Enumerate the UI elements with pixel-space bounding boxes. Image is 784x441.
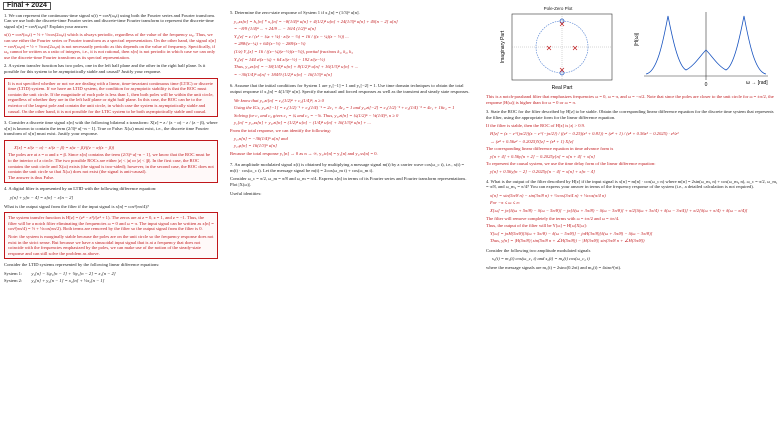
system-2-row (4, 278, 218, 284)
question-1: 1. We can represent the continuous-time signal x(t) = cos²(ω₀t) using both the Fourier series and Fourier transform. Can we use both the discrete-time Fourier series and discrete-time Fourier transform to represent the discrete-time signal x[n] = cos²(ω₀n)? Explain your answer. (4, 12, 216, 29)
eq-line-1: = −8/9 (1/4)ⁿ ... + 24/9 ... − 16/4 (1/2)ⁿ u[n] (234, 26, 316, 32)
system-2-label: System 2: (4, 277, 23, 283)
answer-3-equation: X[z] = z/(z − α) − z/(z − β) = z(α − β)/((z − α)(z − β)) (14, 144, 115, 150)
answer-3-right-eq2: → (z⁴ + 0.56z² − 0.2025)Y[z] = (z⁴ + 1) X[z] (490, 138, 574, 144)
question-2: 2. A system transfer function has two poles, one in the left half plane and the other in the right half plane. Is it possible for this system to be asymptotically stable and causal? Justify your response. (4, 63, 206, 74)
answer-3-right-eq4: y[n] + 0.56y[n − 2] − 0.2025y[n − 4] = x[n] + x[n − 4] (490, 168, 595, 174)
answer-4-right-2: Thus, the output of the filter will be Y[ω] = H[ω]X[ω]: (486, 223, 587, 229)
answer-3-right-2: The corresponding linear difference equation in time advance form is (486, 146, 614, 152)
system-1-equation: y₁[n] − ¾y₁[n − 1] + ⅛y₁[n − 2] = x₁[n − 2] (31, 270, 116, 276)
question-3: 3. Consider a discrete time signal x[n] with the following bilateral z transform: X[z] = z / (z − α) − z / (z − β), where x[n] is known to contain the term (2/3)ⁿ u[−n − 1]. True or False: X(ω) must exist, i.e., the discrete time Fourier transform of x[n] must exist. Justify your response. (4, 120, 218, 137)
result-line-2: = −36(1/4)ⁿ u[n] + 184/9 (1/2)ⁿ u[n] − 16(1/3)ⁿ u[n] (234, 71, 333, 77)
eq-line-2: Y₁[z] = z / (z² − ¾z + ⅛) · z/(z − ⅓) = 16 / ((z − ¼)(z − ½)) ... (234, 33, 349, 39)
eq-line-3: = 288/(z−¼) + 64/(z−½) − 288/(z−⅓) (234, 41, 306, 47)
answer-6-line-3: Solving for c₁ and c₂ gives c₁ = ¾ and c₂ = −⅛. Thus, y₁,zi[n] = ¾(1/2)ⁿ − ⅛(1/4)ⁿ, n ≥ 0 (234, 112, 399, 118)
question-4-prompt: What is the output signal from the filter if the input signal is x[n] = cos²(πn/4)? (4, 203, 149, 209)
answer-3-right-3: To represent the causal system, we use the time delay form of the linear difference equation: (486, 161, 656, 167)
system-1-row (4, 271, 218, 277)
answer-2-box: It is not specified whether or not we are dealing with a linear, time-invariant continuous time (LTIC) or discrete time (LTID) system. If we have an LTID system, the condition for asymptotic stability is that the ROC must contain the unit circle. If the magnitude of each pole is less than 1, then both poles will be within the unit circle, regardless of whether they are in the left half plane or right half plane. In this case, the ROC can be to the exterior of the largest pole and contain the unit circle, in which case the system is asymptotically stable and causal. On the other hand, it is not possible for the LTIC system to be both asymptotically stable and causal. (4, 78, 218, 118)
pole-zero-title: Pole-Zero Plot (543, 6, 573, 11)
eq-line-4: (1/z) Y₁[z] = 16 / ((z−¼)(z−½)(z−⅓)), partial fractions k₁, k₂, k₃ (234, 48, 353, 54)
answer-6-line-1: We know that y₁,zi[n] = c₁(1/2)ⁿ + c₂(1/4)ⁿ, n ≥ 0 (234, 97, 324, 103)
plots-area (484, 0, 782, 92)
right-column (484, 0, 782, 441)
pole-zero-xlabel: Real Part (551, 84, 573, 91)
magnitude-ylabel: |H(ω)| (634, 32, 640, 46)
answer-6-line-7: y₁,φ[n] = 16(1/3)ⁿ u[n] (234, 143, 277, 149)
question-5-right: Consider the following two amplitude modulated signals (486, 247, 591, 253)
answer-4-right-eq3: X[ω] = jπ[δ(ω + 5π/8) − δ(ω − 5π/8)] − jπ[δ(ω + 3π/8) − δ(ω − 3π/8)] + π/2[δ(ω + 3π/4) + δ(ω − 3π/4)] + π/2[δ(ω + π/4) + δ(ω − π/4)] (490, 207, 748, 213)
eq-line-0: y₁,zs[n] = h₁[n] * x₁[n] = −8(1/4)ⁿ u[n] + 4(1/2)ⁿ u[n] + 24(1/3)ⁿ u[n] + 4δ[n − 2] u[n] (234, 18, 398, 24)
eq-line-5: Y₁[z] = 144 z/(z−¼) + 64 z/(z−½) − 192 z/(z−⅓) (234, 56, 325, 62)
magnitude-svg (634, 6, 774, 92)
question-7-prompt: Consider ω_c = π/2, ω_m = π/8 and ω_m = π/4. Express x[n] in terms of its Fourier series and Fourier transform representations. Plot |X(ω)|. (230, 176, 467, 188)
question-7-identities: Useful identities: (230, 190, 262, 196)
notch-answer: This is a notch-passband filter that emphasizes frequencies ω = 0, ω = π, and ω = −π/2. Note that since the poles are closer to the unit circle for ω = ±π/2, the response |H(ω)| is higher than for ω = 0 or ω = π. (486, 94, 774, 105)
answer-6-line-6: y₁,n[n] = −36(1/4)ⁿ u[n] and (234, 135, 288, 141)
magnitude-plot (634, 6, 774, 94)
pole-zero-svg (498, 12, 618, 92)
page-title: Final + 2024 (3, 2, 51, 10)
answer-3-right-eq3: y[n + 4] + 0.56y[n + 2] − 0.2025y[n] = x[n + 4] + x[n] (490, 153, 595, 159)
answer-4-note: Note: the system is marginally stable because the poles are on the unit circle so the frequency response does not exist in the strict sense. But because we have a sinusoidal input signal that is at a frequency that does not coincide with the frequencies emphasized by the poles, we can make use of the notion of the steady-state response and can still solve the problem as above. (8, 234, 214, 256)
question-5-right-eq: s₁(t) = m₁(t) cos(ω_c₁ t) and s₂(t) = m₂(t) cos(ω_c₂ t) (492, 256, 590, 262)
answer-6-line-2: Using the ICs, y₁,zi[−1] = c₁(1/2)⁻¹ + c₂(1/4)⁻¹ = 2c₁ + 4c₂ = 1 and y₁,zi[−2] = c₁(1/2)⁻² + c₂(1/4)⁻² = 4c₁ + 16c₂ = 1 (234, 105, 455, 111)
left-column (2, 0, 220, 441)
magnitude-xtick: 0 (704, 82, 708, 88)
answer-4-right-eq4: Y[ω] = jπH(5π/8)[δ(ω + 5π/8) − δ(ω − 5π/8)] − jπH(3π/8)[δ(ω + 3π/8) − δ(ω − 3π/8)] (490, 230, 653, 236)
magnitude-xlabel: ω → [rad] (746, 80, 768, 86)
question-6: 6. Assume that the initial conditions for System 1 are y₁[−1] = 1 and y₁[−2] = 1. Use time domain techniques to obtain the total output response if x₁[n] = 4(1/3)ⁿ u[n]. Specify the natural and forced responses as well as the transient and steady state responses. (230, 83, 470, 94)
answer-6-line-5: From the total response, we can identify the following: (230, 127, 331, 133)
question-4-equation: y[n] + y[n − 4] = x[n] − x[n − 2] (10, 195, 74, 201)
answer-4-right-1: The filter will remove completely the terms with ω = ±π/2 and ω = ±π/4. (486, 215, 620, 221)
question-4-right: 4. What is the output of the filter described by H[z] if the input signal is x[n] = m[n] · cos(ω_c n) where m[n] = 2sin(ω_m₁ n) + cos(ω_m₂ n), ω_c = π/2, ω_m₁ = π/8, and ω_m₂ = π/4? You can express your answer in terms of the frequency response of the system (i.e., a detailed calculation is not required). (486, 178, 778, 190)
answer-6-line-8: Because the total response y₁[n] → 0 as n → ∞, y₁,tr[n] = y₁[n] and y₁,ss[n] = 0. (230, 150, 378, 156)
question-3-right: 3. State the ROC for the filter described by H[z] to be stable. Obtain the corresponding linear difference equation for the discrete time system that represents the filter, using the appropriate form for the linear difference equation. (486, 109, 774, 120)
answer-3-conclusion: The answer is thus False. (8, 174, 55, 180)
answer-4-text: The system transfer function is H[z] = (z⁴ − z²)/(z⁴ + 1). The zeros are at z = 0, z = 1, and z = −1. Thus, the filter will be a notch filter eliminating the frequencies ω = 0 and ω = π. The input signal can be written as x[n] = cos²(πn/4) = ½ + ½cos(πn/2). Both terms are removed by the filter so the output signal from the filter is 0. (8, 215, 214, 232)
question-4: 4. A digital filter is represented by an LTID with the following difference equation: (4, 186, 157, 192)
question-5-right-b: where the message signals are m₁(t) = 2sinc(0.2πt) and m₂(t) = 4sinc²(πt). (486, 265, 622, 271)
answer-4-right-3: Thus, y[n] = |H(5π/8)| sin(5π/8 n + ∠H(5π/8)) − |H(3π/8)| sin(3π/8 n + ∠H(3π/8)) (490, 238, 645, 244)
middle-column (228, 0, 474, 441)
result-line: Thus, y₁,zs[n] = −18(1/4)ⁿ u[n] + 8(1/2)ⁿ u[n] + 16(1/3)ⁿ u[n] + ... (234, 64, 359, 70)
question-5: 5. Determine the zero-state response of System 1 if x₁[n] = (1/3)ⁿ u[n]. (230, 10, 360, 15)
system-1-label: System 1: (4, 270, 23, 276)
system-2-equation: y₂[n] + y₂[n − 1] = x₂[n] + ½x₂[n − 1] (31, 277, 105, 283)
answer-3-right-eq1: H[z] = (z − e^{jπ/2})(z − e^{−jπ/2}) / ((z² − 0.25)(z² + 0.81)) = (z⁴ + 1) / (z⁴ + 0.56z² − 0.2025) · z²/z² (490, 130, 679, 136)
answer-6-line-4: y₁[n] = y₁,zs[n] + y₁,zi[n] = (1/2)ⁿ u[n] − (1/4)ⁿ u[n] + 16(1/3)ⁿ u[n] + ... (234, 120, 371, 126)
pole-zero-plot (498, 6, 618, 93)
answer-3-text: The poles are at z = α and z = β. Since x[n] contains the term (2/3)ⁿ u[−n − 1], we know that the ROC must be to the interior of a circle. The two possible ROCs are either |z| < |α| or |z| < |β|. In the first case, the ROC contains the unit circle and X(ω) exists (the signal is two-sided); however, in the second case, the ROC does not contain the unit circle so that X(ω) does not exist (the signal is anti-causal). (8, 152, 214, 175)
question-5-intro: Consider the LTID systems represented by the following linear difference equations: (4, 262, 160, 268)
question-7: 7. An amplitude modulated signal x(t) is obtained by multiplying a message signal m(t) by a carrier wave cos(ω_c t), i.e., x(t) = m(t) · cos(ω_c t). Let the message signal be m(t) = 2cos(ω_m t) + cos(ω_m t). (230, 162, 465, 173)
answer-3-right-1: If the filter is stable, then the ROC of H[z] is |z| > 0.9. (486, 123, 586, 129)
pole-zero-ylabel: Imaginary Part (500, 30, 506, 63)
answer-4-right-eq1: x[n] = sin(5π/8 n) − sin(3π/8 n) + ½cos(3π/4 n) + ½cos(π/4 n) (490, 192, 606, 198)
answer-4-right-eq2: For −π ≤ ω ≤ π: (490, 200, 521, 206)
answer-1: x(t) = cos²(ω₀t) = ½ + ½cos(2ω₀t) which is always periodic, regardless of the value of the frequency ω₀. Thus, we can use either the Fourier series or Fourier transform as a spectral representation. On the other hand, the signal x[n] = cos²(ω₀n) = ½ + ½cos(2ω₀n) is not necessarily periodic as this depends on the value of frequency. Specifically, if ω₀ cannot be written as a ratio of integers, i.e., it is not rational, then x[n] is not periodic in which case we can only use the discrete-time Fourier transform as its spectral representation. (4, 32, 216, 60)
answer-3-box (4, 140, 218, 184)
answer-4-box (4, 212, 218, 259)
